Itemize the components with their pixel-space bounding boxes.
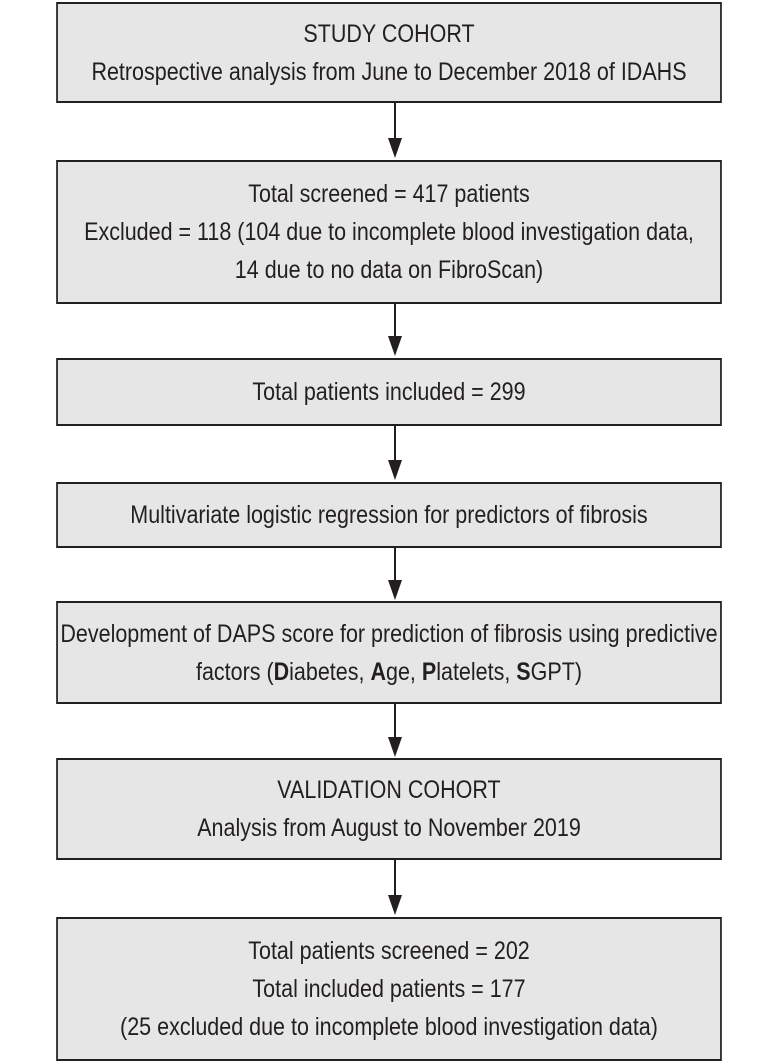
daps-score-box: [56, 601, 722, 704]
factors-suffix: ): [574, 657, 583, 686]
study-cohort-title: STUDY COHORT: [303, 19, 475, 48]
regression-box: [56, 482, 722, 548]
regression-text: Multivariate logistic regression for predictors of fibrosis: [130, 501, 648, 529]
validation-cohort-description: Analysis from August to November 2019: [197, 814, 581, 842]
validation-included-text: Total included patients = 177: [252, 975, 526, 1003]
validation-results-box: [56, 917, 722, 1061]
arrow-down-1: [388, 103, 402, 158]
excluded-detail-text: 14 due to no data on FibroScan): [234, 256, 544, 284]
study-cohort-box: [56, 2, 722, 103]
factor-separator: ,: [409, 657, 422, 686]
factor-diabetes-rest: iabetes: [289, 657, 359, 686]
factor-separator: ,: [504, 657, 517, 686]
validation-cohort-title: VALIDATION COHORT: [277, 776, 501, 804]
study-cohort-description: Retrospective analysis from June to December 2018 of IDAHS: [91, 57, 687, 86]
excluded-text: Excluded = 118 (104 due to incomplete blood investigation data,: [84, 218, 694, 246]
validation-cohort-box: [56, 758, 722, 860]
factor-sgpt-initial: S: [516, 657, 531, 686]
arrow-down-6: [388, 860, 402, 915]
arrow-down-4: [388, 548, 402, 600]
total-screened-text: Total screened = 417 patients: [248, 180, 530, 208]
arrow-down-5: [388, 704, 402, 757]
factor-age-rest: ge: [385, 657, 410, 686]
arrow-down-2: [388, 304, 402, 356]
factor-diabetes-initial: D: [273, 657, 290, 686]
daps-description-text: Development of DAPS score for prediction of fibrosis using predictive: [60, 619, 718, 648]
validation-excluded-text: (25 excluded due to incomplete blood investigation data): [120, 1013, 658, 1041]
factor-separator: ,: [358, 657, 371, 686]
factor-platelets-rest: latelets: [436, 657, 505, 686]
factor-platelets-initial: P: [421, 657, 437, 686]
validation-screened-text: Total patients screened = 202: [248, 937, 530, 965]
factor-sgpt-rest: GPT: [530, 657, 575, 686]
arrow-down-3: [388, 426, 402, 480]
screening-box: [56, 160, 722, 304]
patients-included-text: Total patients included = 299: [252, 378, 526, 406]
factors-prefix: factors (: [195, 657, 274, 686]
daps-factors-text: [196, 653, 582, 691]
patients-included-box: [56, 358, 722, 426]
factor-age-initial: A: [370, 657, 386, 686]
